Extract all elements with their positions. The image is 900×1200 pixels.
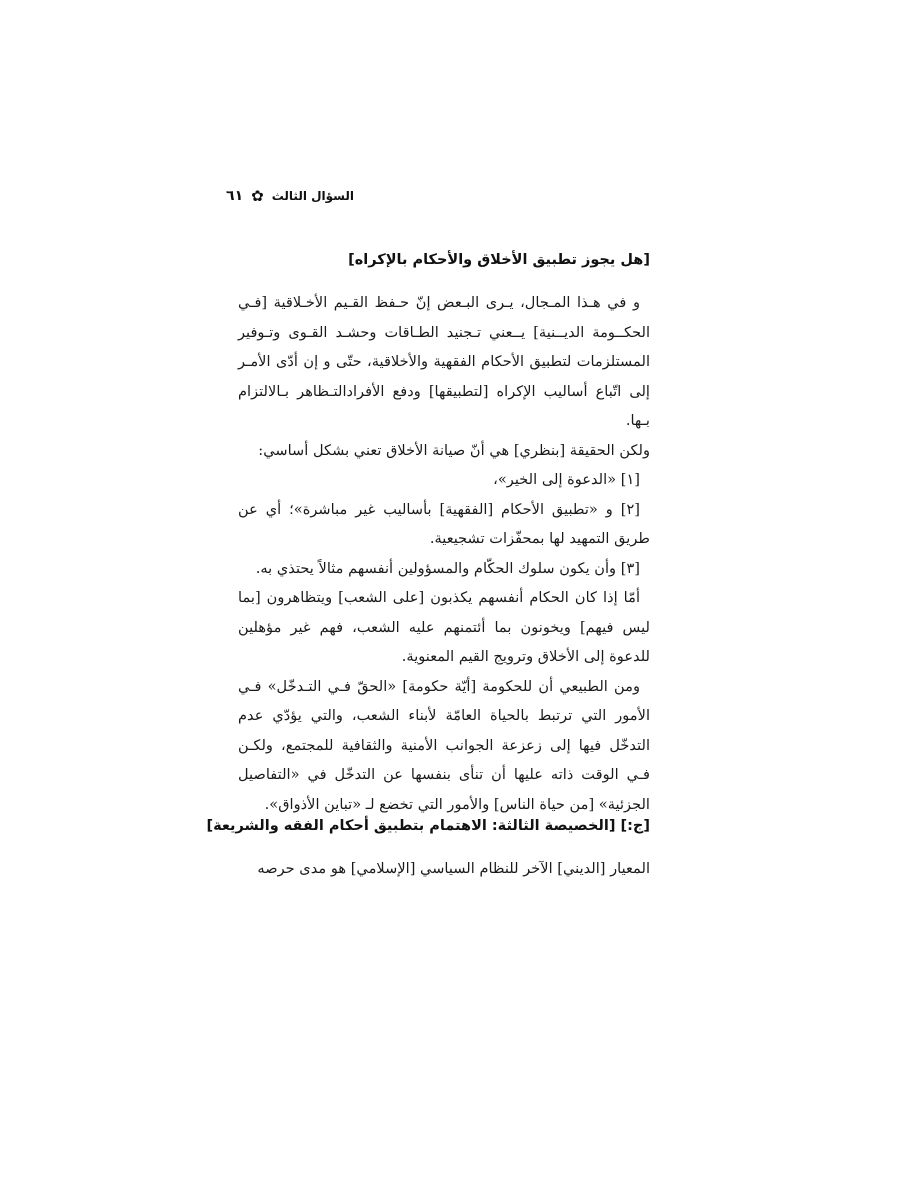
body-text — [238, 288, 650, 819]
body-text — [238, 854, 650, 884]
list-item: [٣] وأن يكون سلوك الحكّام والمسؤولين أنفسهم مثالاً يحتذي به. — [255, 559, 640, 577]
page-number: ٦١ — [226, 188, 244, 204]
flower-ornament-icon: ✿ — [251, 186, 264, 205]
paragraph: أمّا إذا كان الحكام أنفسهم يكذبون [على الشعب] ويتظاهرون [بما ليس فيهم] ويخونون بما أئتمنهم عليه الشعب، فهم غير مؤهلين للدعوة إلى الأخلاق وترويج القيم المعنوية. — [238, 589, 650, 665]
list-item: [٢] و «تطبيق الأحكام [الفقهية] بأساليب غير مباشرة»؛ أي عن طريق التمهيد لها بمحفّزات تشجيعية. — [238, 500, 650, 547]
subsection-heading: [ج:] [الخصيصة الثالثة: الاهتمام بتطبيق أحكام الفقه والشريعة] — [206, 818, 650, 834]
list-item: [١] «الدعوة إلى الخير»، — [493, 471, 640, 488]
paragraph: ومن الطبيعي أن للحكومة [أيّة حكومة] «الحقّ فـي التـدخّل» فـي الأمور التي ترتبط بالحياة العامّة لأبناء الشعب، والتي يؤدّي عدم التدخّل فيها إلى زعزعة الجوانب الأمنية والثقافية للمجتمع، ولكـن فـي الوقت ذاته عليها أن تنأى بنفسها عن التدخّل في «التفاصيل الجزئية» [من حياة الناس] والأمور التي تخضع لـ «تباين الأذواق». — [238, 677, 650, 813]
section-heading: [هل يجوز تطبيق الأخلاق والأحكام بالإكراه] — [348, 252, 650, 268]
running-header — [226, 188, 354, 204]
paragraph: المعيار [الديني] الآخر للنظام السياسي [الإسلامي] هو مدى حرصه — [257, 860, 650, 877]
paragraph: و في هـذا المـجال، يـرى البـعض إنّ حـفظ القـيم الأخـلاقية [فـي الحكــومة الديــنية] يــعني تـجنيد الطـاقات وحشـد القـوى وتـوفير المستلزمات لتطبيق الأحكام الفقهية والأخلاقية، حتّى و إن أدّى الأمـر إلى اتّباع أساليب الإكراه [لتطبيقها] ودفع الأفرادالتـظاهر بـالالتزام بـها. — [238, 294, 650, 429]
paragraph: ولكن الحقيقة [بنظري] هي أنّ صيانة الأخلاق تعني بشكل أساسي: — [258, 441, 650, 459]
section-title: السؤال الثالث — [271, 189, 354, 203]
